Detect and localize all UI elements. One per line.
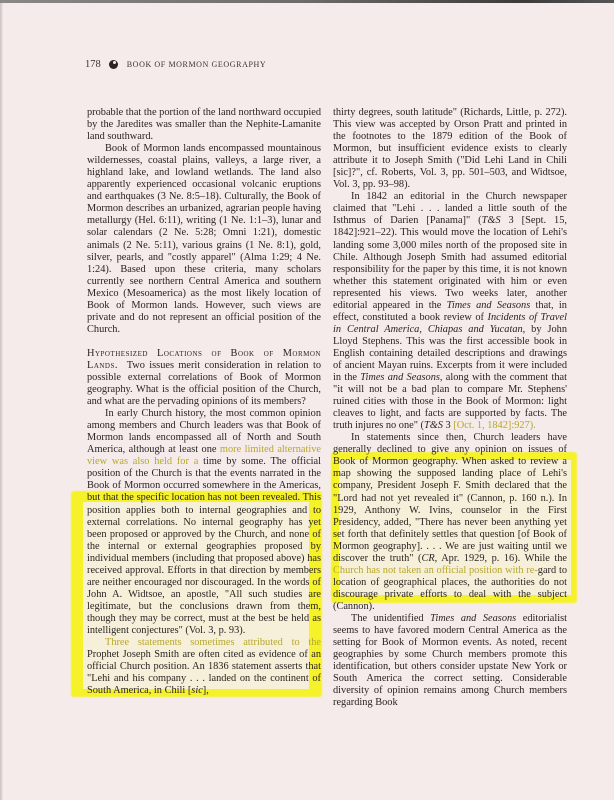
right-column [333, 107, 567, 709]
highlighted-text: [Oct. 1, 1842]:927). [453, 420, 536, 432]
scan-left-edge [0, 3, 3, 800]
paragraph: thirty degrees, south latitude" (Richards, Little, p. 272). This view was accepted by Orson Pratt and printed in the footnotes to the 1879 edition of the Book of Mormon, but insufficient evidence exists to clearly attribute it to Joseph Smith ("Did Lehi Land in Chili [sic]?", cf. Roberts, Vol. 3, pp. 501–503, and Widtsoe, Vol. 3, pp. 93–98). [333, 107, 567, 191]
text-run: , Apr. 1929, p. 16). While the [434, 552, 568, 564]
running-title: BOOK OF MORMON GEOGRAPHY [126, 59, 267, 69]
paragraph: Book of Mormon lands encompassed mountainous wildernesses, coastal plains, valleys, a large river, a highland lake, and lowland wetlands. The land also apparently experienced occasional volcanic eruptions and earthquakes (3 Ne. 8:5–18). Culturally, the Book of Mormon describes an urbanized, agrarian people having metallurgy (Hel. 6:11), writing (1 Ne. 1:1–3), lunar and solar calendars (2 Ne. 5:28; Omni 1:21), domestic animals (2 Ne. 5:11), various grains (1 Ne. 8:1), gold, silver, pearls, and "costly apparel" (Alma 1:29; 4 Ne. 1:24). Based upon these criteria, many scholars currently see northern Central America and southern Mexico (Mesoamerica) as the most likely location of Book of Mormon lands. However, such views are private and do not represent an official position of the Church. [87, 143, 321, 335]
italic-text: sic [191, 685, 203, 697]
text-run: editorialist seems to have favored modern Central America as the setting for Book of Mormon events. As noted, recent geographies by some Church members promote this identification, but others consider upstate New York or South America the correct setting. Considerable diversity of opinion remains among Church members regarding Book [333, 612, 567, 709]
text-run: gard to location of geographical places, the authorities do not discourage private efforts to deal with the subject (Cannon). [333, 564, 567, 612]
text-run: 3 [Sept. 15, 1842]:921–22). This would move the location of Lehi's landing some 3,000 miles north of the proposed site in Chile. Although Joseph Smith had assumed editorial responsibility for the paper by this time, it is not known whether this statement originated with him or even represented his views. Two weeks later, another editorial appeared in the [333, 215, 567, 311]
paragraph: probable that the portion of the land northward occupied by the Jaredites was smaller than the Nephite-Lamanite land southward. [87, 107, 321, 143]
paragraph-section [87, 348, 321, 408]
text-run: Prophet Joseph Smith are often cited as evidence of an official Church position. An 1836 statement asserts that "Lehi and his company . . . landed on the continent of South America, in Chili [ [87, 649, 321, 697]
text-run: 3 [442, 420, 454, 432]
scan-top-edge [0, 0, 614, 3]
text-run: time by some. The official position of the Church is that the events narrated in the Book of Mormon occurred somewhere in the Americas, but that the specific location has not been revealed. This position applies both to internal geographies and to external correlations. No internal geography has yet been proposed or approved by the Church, and none of the internal or external geographies proposed by individual members (including that proposed above) has received approval. Efforts in that direction by members are neither encouraged nor discouraged. In the words of John A. Widtsoe, an apostle, "All such studies are legitimate, but the conclusions drawn from them, though they may be correct, must at the best be held as intelligent conjectures" (Vol. 3, p. 93). [87, 456, 321, 636]
italic-text: T&S [481, 215, 501, 227]
highlighted-text: more limited alternative view was also held for a [87, 444, 321, 468]
paragraph [87, 637, 321, 697]
italic-text: T&S [423, 420, 443, 432]
text-run: , by John Lloyd Stephens. This was the first accessible book in English containing detailed descriptions and drawings of ancient Mayan ruins. Excerpts from it were included in the [333, 323, 567, 384]
paragraph [87, 408, 321, 637]
italic-text: Times and Seasons [446, 299, 531, 311]
text-run: that, in effect, constituted a book review of [333, 299, 567, 323]
text-run: In early Church history, the most common opinion among members and Church leaders was that Book of Mormon lands encompassed all of North and South America, although at least one [87, 408, 321, 456]
text-run: In statements since then, Church leaders have generally declined to give any opinion on issues of Book of Mormon geography. When asked to review a map showing the supposed landing place of Lehi's company, President Joseph F. Smith declared that the "Lord had not yet revealed it" (Cannon, p. 160 n.). In 1929, Anthony W. Ivins, counselor in the First Presidency, added, "There has never been anything yet set forth that definitely settles that question [of Book of Mormon geography]. . . . We are just waiting until we discover the truth" ( [333, 432, 567, 564]
paragraph [333, 613, 567, 709]
page-number: 178 [85, 58, 101, 70]
running-head [85, 57, 266, 71]
book-ornament-icon [109, 60, 118, 69]
italic-text: Incidents of Travel in Central America, Chiapas and Yucatan [333, 311, 567, 335]
highlighted-text: Church has not taken an official position with re- [333, 564, 538, 576]
text-run: In 1842 an editorial in the Church newspaper claimed that "Lehi . . . landed a little south of the Isthmus of Darien [Panama]" ( [333, 191, 567, 227]
italic-text: Times and Seasons [360, 372, 440, 384]
section-body: Two issues merit consideration in relation to possible external correlations of Book of Mormon geography. What is the official position of the Church, and what are the pervading opinions of its members? [87, 359, 322, 408]
section-heading: Hypothesized Locations of Book of Mormon Lands. [87, 347, 321, 371]
text-run: , along with the comment that "it will not be a bad plan to compare Mr. Stephens' ruined cities with those in the Book of Mormon: light cleaves to light, and facts are supported by facts. The truth injures no one" ( [333, 372, 567, 432]
paragraph [333, 191, 567, 432]
highlighted-text: Three statements sometimes attributed to the [105, 637, 321, 649]
paragraph [333, 432, 567, 613]
text-run: ], [202, 685, 209, 697]
italic-text: Times and Seasons [430, 612, 517, 624]
italic-text: CR [421, 552, 435, 564]
text-run: The unidentified [351, 612, 431, 624]
left-column [87, 107, 321, 697]
